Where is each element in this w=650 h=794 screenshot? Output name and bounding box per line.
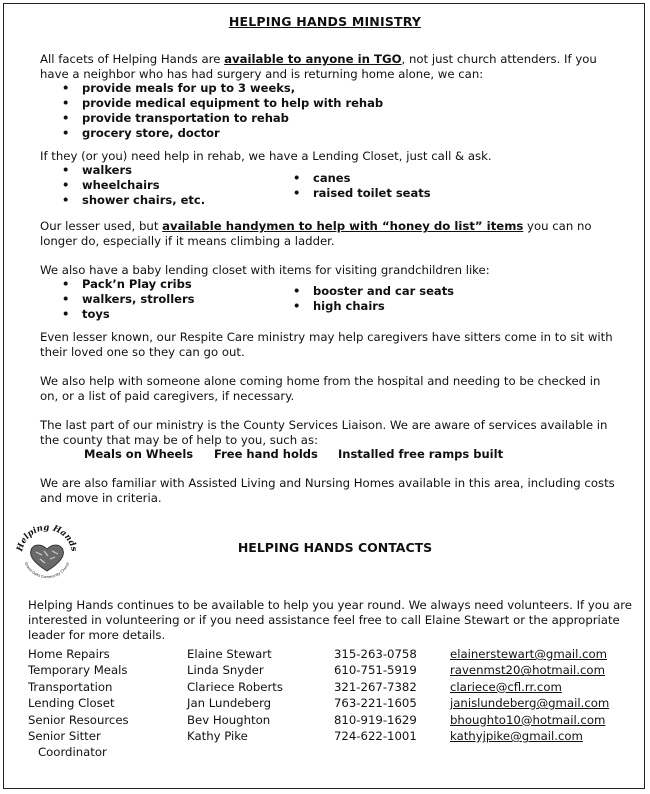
list-item: • booster and car seats <box>293 284 454 299</box>
list-item: • canes <box>293 171 431 186</box>
contacts-intro: Helping Hands continues to be available to help you year round. We always need volunteers. If you are interested in volunteering or if you need assistance feel free to call Elaine Stewart or the appropriate leader for more details. <box>28 598 632 642</box>
availability-highlight: available to anyone in TGO <box>224 52 402 66</box>
list-item: • provide transportation to rehab <box>62 111 383 126</box>
baby-closet-paragraph: We also have a baby lending closet with items for visiting grandchildren like: <box>40 263 490 277</box>
contact-role: Home Repairs <box>28 647 110 661</box>
contact-email-link[interactable]: janislundeberg@gmail.com <box>450 696 610 711</box>
ministry-intro-paragraph <box>40 52 620 82</box>
contact-role: Transportation <box>28 679 113 694</box>
baby-list-right <box>293 284 454 314</box>
contact-email-link[interactable]: bhoughto10@hotmail.com <box>450 712 606 727</box>
handymen-text-start: Our lesser used, but <box>40 219 163 233</box>
contact-role: Senior Sitter <box>28 728 101 743</box>
list-item: • high chairs <box>293 299 454 314</box>
contacts-title: HELPING HANDS CONTACTS <box>237 540 433 555</box>
contact-phone: 724-622-1001 <box>334 728 417 743</box>
contact-role: Temporary Meals <box>28 663 128 678</box>
service-meals-on-wheels: Meals on Wheels <box>84 447 194 461</box>
contact-email-link[interactable]: ravenmst20@hotmail.com <box>450 663 605 678</box>
list-item: • Pack’n Play cribs <box>62 277 194 292</box>
contact-name: Clariece Roberts <box>187 679 283 694</box>
service-ramps: Installed free ramps built <box>338 447 504 461</box>
baby-list-left <box>62 277 194 322</box>
list-item: • wheelchairs <box>62 178 205 193</box>
contact-phone: 763-221-1605 <box>334 696 417 711</box>
county-services-paragraph: The last part of our ministry is the County Services Liaison. We are aware of services available in the county that may be of help to you, such as: <box>40 418 608 447</box>
service-hand-holds: Free hand holds <box>214 447 318 461</box>
logo-top-text: Helping Hands <box>15 522 79 553</box>
hospital-return-paragraph: We also help with someone alone coming home from the hospital and needing to be checked in on, or a list of paid caregivers, if necessary. <box>40 374 601 403</box>
respite-care-paragraph: Even lesser known, our Respite Care ministry may help caregivers have sitters come in to sit with their loved one so they can go out. <box>40 330 613 359</box>
list-item: • grocery store, doctor <box>62 126 383 141</box>
contact-email-link[interactable]: kathyjpike@gmail.com <box>450 728 583 743</box>
contact-role: Senior Resources <box>28 712 129 727</box>
handymen-text-end: you can no longer do, especially if it means climbing a ladder. <box>40 219 592 248</box>
handymen-paragraph <box>40 219 620 249</box>
list-item: • walkers <box>62 163 205 178</box>
logo-bottom-text: Grand Oaks Community Church <box>23 561 71 580</box>
assisted-living-paragraph: We are also familiar with Assisted Living and Nursing Homes available in this area, including costs and move in criteria. <box>40 476 615 505</box>
lending-closet-paragraph: If they (or you) need help in rehab, we have a Lending Closet, just call & ask. <box>40 149 492 163</box>
contact-name: Elaine Stewart <box>187 647 272 661</box>
list-item: • provide meals for up to 3 weeks, <box>62 81 383 96</box>
contact-email-link[interactable]: elainerstewart@gmail.com <box>450 647 608 661</box>
handymen-highlight: available handymen to help with “honey do list” items <box>162 219 524 233</box>
contact-name: Linda Snyder <box>187 663 264 678</box>
contact-phone: 315-263-0758 <box>334 647 417 661</box>
contact-name: Jan Lundeberg <box>187 696 272 711</box>
lending-list-left <box>62 163 205 208</box>
intro-text-start: All facets of Helping Hands are <box>40 52 225 66</box>
list-item: • shower chairs, etc. <box>62 193 205 208</box>
contact-name: Bev Houghton <box>187 712 271 727</box>
contact-phone: 810-919-1629 <box>334 712 417 727</box>
list-item: • raised toilet seats <box>293 186 431 201</box>
services-list <box>62 81 383 141</box>
contact-role: Lending Closet <box>28 696 115 711</box>
list-item: • provide medical equipment to help with rehab <box>62 96 383 111</box>
contact-phone: 610-751-5919 <box>334 663 417 678</box>
contact-email-link[interactable]: clariece@cfl.rr.com <box>450 679 562 694</box>
senior-sitter-coordinator-label: Coordinator <box>38 745 107 759</box>
intro-text-end: , not just church attenders. If you have a neighbor who has had surgery and is returning home alone, we can: <box>40 52 597 81</box>
lending-list-right <box>293 171 431 201</box>
ministry-title: HELPING HANDS MINISTRY <box>228 14 422 29</box>
contact-name: Kathy Pike <box>187 728 248 743</box>
contact-phone: 321-267-7382 <box>334 679 417 694</box>
list-item: • toys <box>62 307 194 322</box>
list-item: • walkers, strollers <box>62 292 194 307</box>
